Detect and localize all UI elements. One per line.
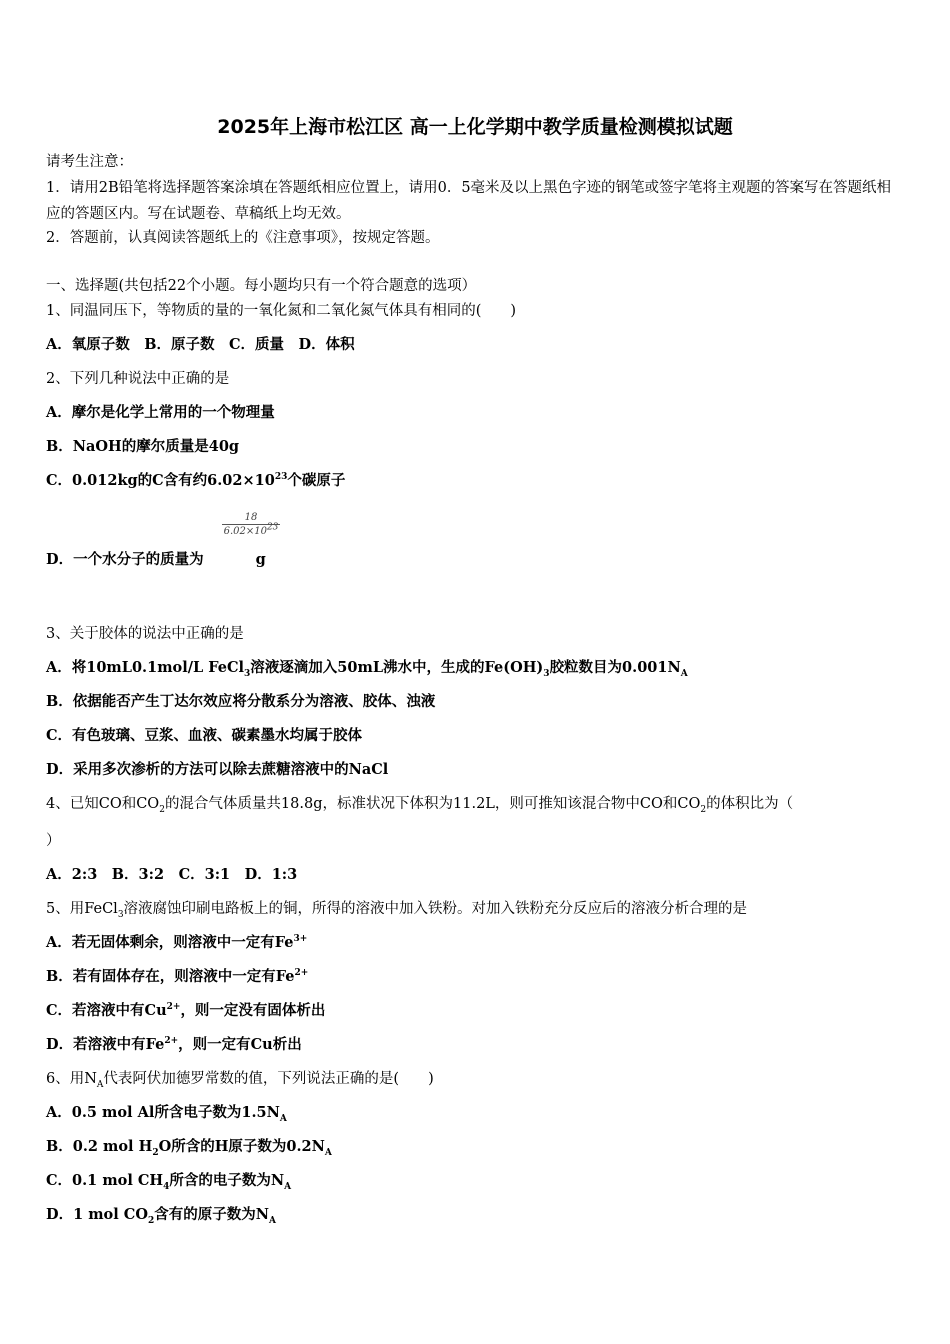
q3-option-d: D．采用多次渗析的方法可以除去蔗糖溶液中的NaCl — [46, 761, 389, 778]
q1-options: A．氧原子数 B．原子数 C．质量 D．体积 — [46, 336, 355, 353]
q3-stem: 3、关于胶体的说法中正确的是 — [46, 626, 244, 642]
page-title: 2025年上海市松江区 高一上化学期中教学质量检测模拟试题 — [217, 116, 733, 138]
q4-stem: 4、已知CO和$CO_2$的混合气体质量共18.8g，标准状况下体积为11.2L，则可推知该混合物中CO和$CO_2$的体积比为（ — [46, 796, 794, 815]
q6-option-b: B．0.2 mol $H_2O$所含的H原子数为$0.2N_A$ — [46, 1138, 332, 1158]
q6-stem: 6、用$N_A$代表阿伏加德罗常数的值，下列说法正确的是( ) — [46, 1071, 434, 1090]
q3-option-b: B．依据能否产生丁达尔效应将分散系分为溶液、胶体、浊液 — [46, 693, 436, 710]
q2-option-d: D．一个水分子的质量为 g — [46, 551, 266, 568]
q6-option-a: A．0.5 mol Al所含电子数为$1.5N_A$ — [46, 1104, 287, 1124]
q2-option-c: C．0.012kg的C含有约$6.02\times 10^{23}$个碳原子 — [46, 472, 346, 489]
q2-fraction: $\frac{18}{6.02\times 10^{23}}$ — [223, 512, 279, 537]
q5-option-c: C．若溶液中有$Cu^{2+}$，则一定没有固体析出 — [46, 1002, 326, 1019]
q4-stem-close: ） — [46, 833, 61, 849]
q5-option-a: A．若无固体剩余，则溶液中一定有$Fe^{3+}$ — [46, 934, 308, 951]
notice-item-1: 1．请用2B铅笔将选择题答案涂填在答题纸相应位置上，请用0．5毫米及以上黑色字迹的钢笔或签字笔将主观题的答案写在答题纸相应的答题区内。写在试题卷、草稿纸上均无效。 — [46, 180, 892, 222]
q6-option-c: C．0.1 mol $CH_4$所含的电子数为$N_A$ — [46, 1172, 292, 1192]
notice-item-2: 2．答题前，认真阅读答题纸上的《注意事项》，按规定答题。 — [46, 230, 440, 246]
q1-stem: 1、同温同压下，等物质的量的一氧化氮和二氧化氮气体具有相同的( ) — [46, 303, 517, 319]
section-heading: 一、选择题(共包括22个小题。每小题均只有一个符合题意的选项） — [46, 278, 477, 294]
q3-option-c: C．有色玻璃、豆浆、血液、碳素墨水均属于胶体 — [46, 727, 363, 744]
q5-option-b: B．若有固体存在，则溶液中一定有$Fe^{2+}$ — [46, 968, 309, 985]
q5-option-d: D．若溶液中有$Fe^{2+}$，则一定有Cu析出 — [46, 1036, 302, 1053]
q4-options: A．2:3 B．3:2 C．3:1 D．1:3 — [46, 866, 298, 883]
q6-option-d: D．1 mol $CO_2$含有的原子数为$N_A$ — [46, 1206, 276, 1226]
q2-option-b: B．NaOH的摩尔质量是40g — [46, 438, 240, 455]
q2-option-a: A．摩尔是化学上常用的一个物理量 — [46, 404, 275, 421]
notice-heading: 请考生注意： — [46, 154, 133, 170]
q5-stem: 5、用FeCl$_3$溶液腐蚀印刷电路板上的铜，所得的溶液中加入铁粉。对加入铁粉充分反应后的溶液分析合理的是 — [46, 901, 748, 920]
q3-option-a: A．将10mL0.1mol/L FeCl$_3$溶液逐滴加入50mL沸水中，生成的$Fe(OH)_3$胶粒数目为$0.001N_A$ — [46, 659, 688, 679]
q2-stem: 2、下列几种说法中正确的是 — [46, 371, 230, 387]
